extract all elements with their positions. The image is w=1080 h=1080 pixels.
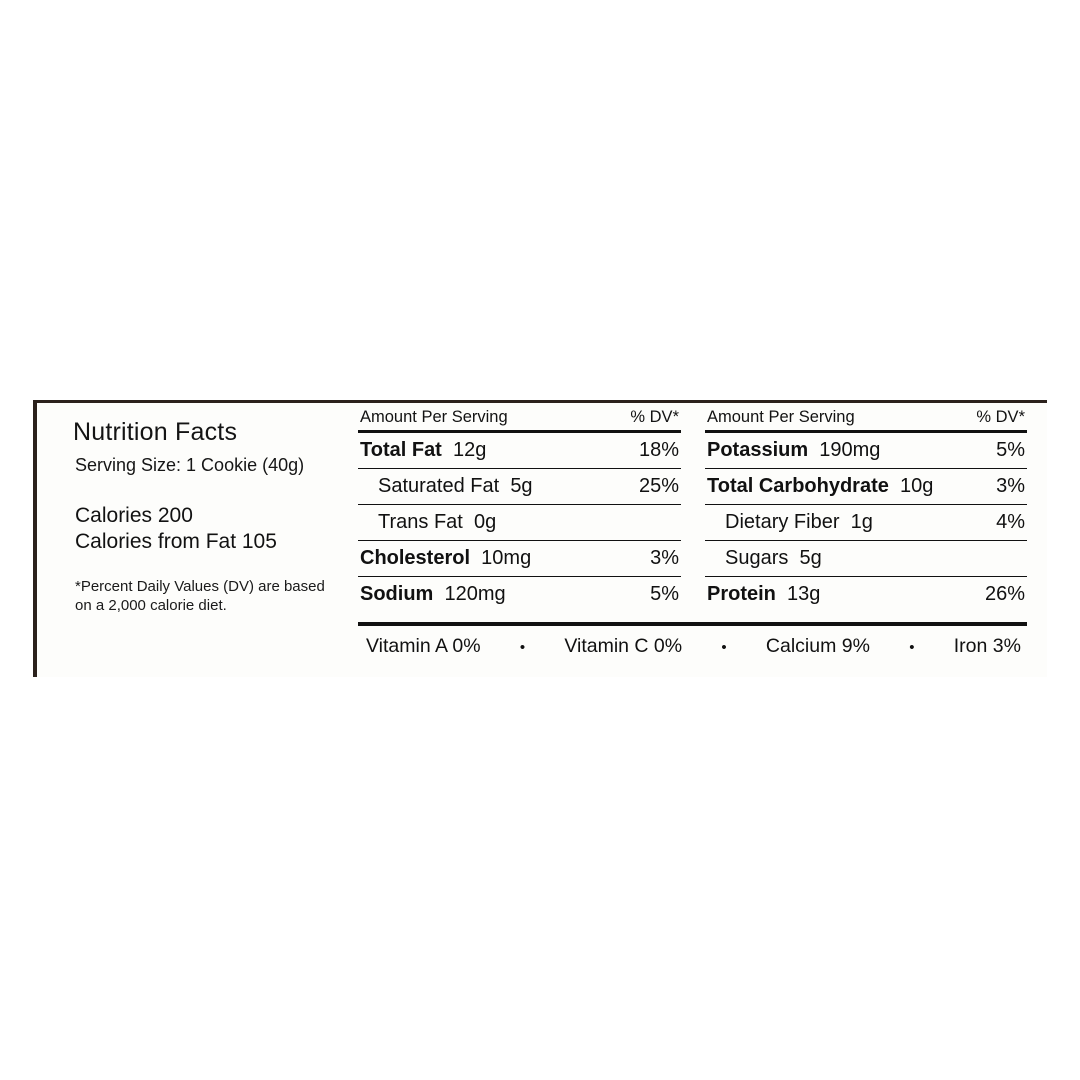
nutrient-column-left	[358, 408, 681, 612]
nutrient-name: Potassium	[707, 439, 809, 461]
bullet-separator-icon: •	[721, 639, 727, 656]
calories-text: Calories 200	[75, 504, 193, 527]
daily-value-footnote: *Percent Daily Values (DV) are based on a 2,000 calorie diet.	[75, 578, 325, 614]
nutrient-row-sugars	[705, 541, 1027, 576]
amount-per-serving-label: Amount Per Serving	[360, 408, 508, 426]
nutrient-name: Cholesterol	[360, 547, 471, 569]
nutrient-row-total-fat	[358, 433, 681, 468]
nutrient-dv: 3%	[996, 475, 1025, 497]
nutrient-name: Protein	[707, 583, 776, 605]
nutrient-amount: 5g	[510, 475, 533, 497]
nutrient-dv: 4%	[996, 511, 1025, 533]
column-header-right	[705, 408, 1027, 430]
nutrition-facts-panel	[33, 400, 1047, 677]
nutrient-row-cholesterol	[358, 541, 681, 576]
nutrient-row-protein	[705, 577, 1027, 612]
column-header-left	[358, 408, 681, 430]
nutrient-amount: 0g	[473, 511, 497, 533]
nutrient-name: Sodium	[360, 583, 434, 605]
nutrient-column-right	[705, 408, 1027, 612]
nutrient-row-saturated-fat	[358, 469, 681, 504]
percent-dv-label: % DV*	[976, 408, 1025, 426]
summary-column	[73, 418, 358, 616]
calcium-value: Calcium 9%	[765, 635, 870, 657]
nutrient-dv: 3%	[650, 547, 679, 569]
nutrient-row-potassium	[705, 433, 1027, 468]
nutrient-amount: 190mg	[819, 439, 881, 461]
nutrient-amount: 10g	[900, 475, 934, 497]
page-title: Nutrition Facts	[73, 418, 238, 446]
nutrient-dv: 5%	[650, 583, 679, 605]
nutrient-name: Total Fat	[360, 439, 442, 461]
vitamins-strip	[358, 622, 1027, 658]
percent-dv-label: % DV*	[630, 408, 679, 426]
nutrient-name: Trans Fat	[378, 511, 463, 533]
nutrient-row-trans-fat	[358, 505, 681, 540]
bullet-separator-icon: •	[909, 639, 915, 656]
nutrient-amount: 5g	[799, 547, 822, 569]
serving-size-text: Serving Size: 1 Cookie (40g)	[75, 455, 305, 475]
vitamin-c-value: Vitamin C 0%	[564, 635, 683, 657]
iron-value: Iron 3%	[953, 635, 1021, 657]
vitamin-a-value: Vitamin A 0%	[366, 635, 481, 657]
calories-from-fat-text: Calories from Fat 105	[75, 530, 277, 553]
nutrient-dv: 18%	[638, 439, 679, 461]
amount-per-serving-label: Amount Per Serving	[707, 408, 855, 426]
nutrient-dv: 25%	[638, 475, 679, 497]
nutrient-name: Dietary Fiber	[725, 511, 840, 533]
nutrient-dv: 26%	[984, 583, 1025, 605]
nutrient-name: Sugars	[725, 547, 789, 569]
nutrient-amount: 13g	[787, 583, 821, 605]
nutrient-name: Saturated Fat	[378, 475, 500, 497]
nutrient-amount: 12g	[452, 439, 487, 461]
nutrient-dv: 5%	[996, 439, 1025, 461]
panel-left-edge	[33, 400, 37, 677]
nutrient-row-dietary-fiber	[705, 505, 1027, 540]
panel-top-edge	[33, 400, 1047, 403]
nutrient-amount: 10mg	[481, 547, 532, 569]
nutrient-amount: 120mg	[444, 583, 506, 605]
nutrient-row-sodium	[358, 577, 681, 612]
vitamins-row	[358, 626, 1027, 658]
bullet-separator-icon: •	[519, 639, 526, 656]
nutrient-name: Total Carbohydrate	[707, 475, 889, 497]
nutrient-amount: 1g	[850, 511, 873, 533]
nutrient-row-total-carbohydrate	[705, 469, 1027, 504]
